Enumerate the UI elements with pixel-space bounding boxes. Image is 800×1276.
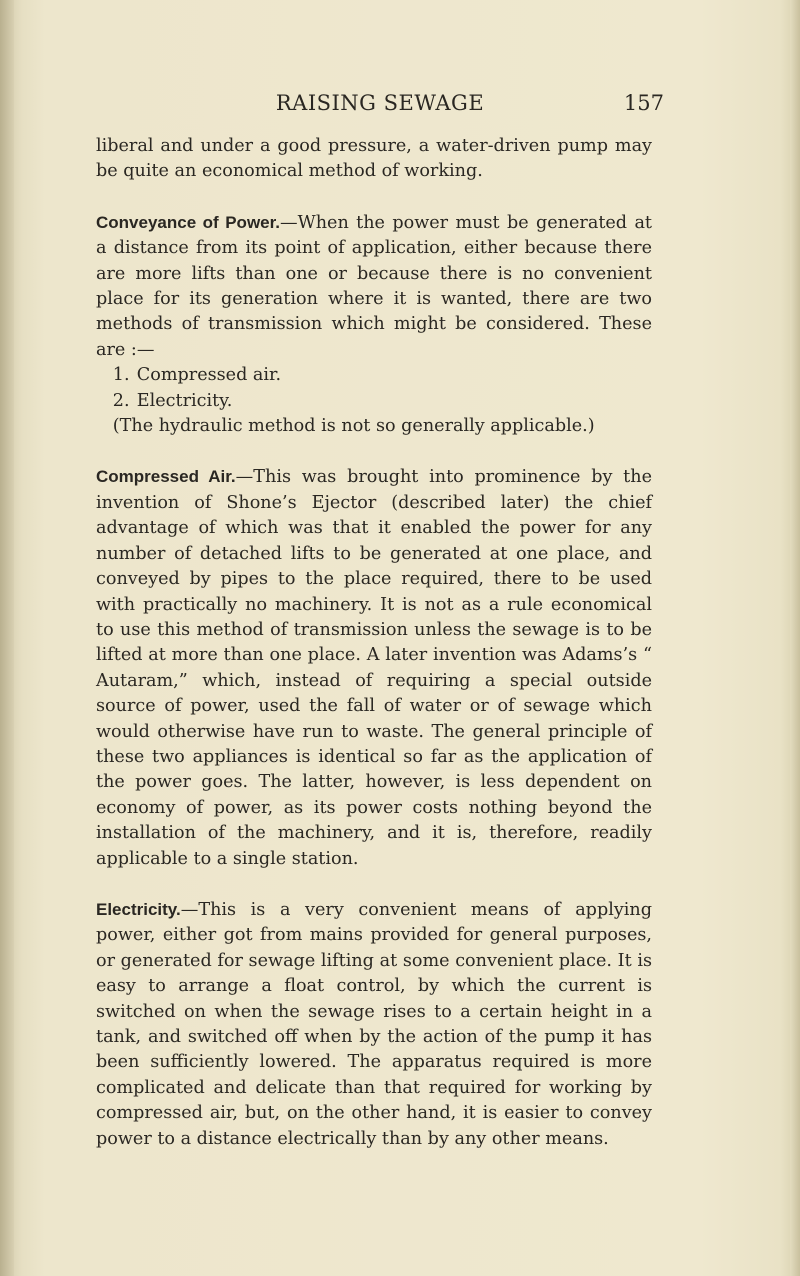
list-number: 2. bbox=[112, 390, 130, 411]
compressed-air-paragraph bbox=[96, 464, 652, 872]
electricity-paragraph bbox=[96, 897, 652, 1152]
page-spine-shadow bbox=[0, 0, 14, 1276]
conveyance-text: —When the power must be generated at a distance from its point of application, either because there are more lifts than one or because there is no convenient place for its generation where it is wanted, there are two methods of transmission which might be considered. These are :— bbox=[96, 212, 653, 360]
conveyance-paragraph bbox=[96, 210, 652, 363]
compressed-air-heading: Compressed Air. bbox=[96, 467, 236, 487]
page-number: 157 bbox=[623, 91, 664, 115]
method-note: (The hydraulic method is not so generally applicable.) bbox=[112, 416, 595, 437]
list-label: Electricity. bbox=[136, 390, 233, 411]
electricity-text: —This is a very convenient means of applying power, either got from mains provided for general purposes, or generated for sewage lifting at some convenient place. It is easy to arrange a float control, by which the current is switched on when the sewage rises to a certain height in a tank, and switched off when by the action of the pump it has been sufficiently lowered. The apparatus required is more complicated and delicate than that required for working by compressed air, but, on the other hand, it is easier to convey power to a distance electrically than by any other means. bbox=[96, 899, 652, 1149]
intro-paragraph: liberal and under a good pressure, a water-driven pump may be quite an economical method of working. bbox=[96, 136, 652, 182]
conveyance-heading: Conveyance of Power. bbox=[96, 212, 281, 232]
list-item bbox=[96, 389, 652, 414]
list-number: 1. bbox=[112, 365, 130, 386]
electricity-heading: Electricity. bbox=[96, 899, 181, 919]
list-item bbox=[96, 363, 652, 388]
body-text bbox=[96, 134, 652, 1152]
running-head: RAISING SEWAGE bbox=[275, 91, 485, 115]
list-label: Compressed air. bbox=[136, 365, 282, 386]
page-edge bbox=[790, 0, 800, 1276]
compressed-air-text: —This was brought into prominence by the invention of Shone’s Ejector (described later) the chief advantage of which was that it enabled the power for any number of detached lifts to be generated at one place, and conveyed by pipes to the place required, there to be used with practically no machinery. It is not as a rule economical to use this method of transmission unless the sewage is to be lifted at more than one place. A later invention was Adams’s “ Autaram,” which, instead of requiring a special outside source of power, used the fall of water or of sewage which would otherwise have run to waste. The general principle of these two appliances is identical so far as the application of the power goes. The latter, however, is less dependent on economy of power, as its power costs nothing beyond the installation of the machinery, and it is, therefore, readily applicable to a single station. bbox=[96, 467, 652, 869]
page-header bbox=[96, 91, 664, 121]
